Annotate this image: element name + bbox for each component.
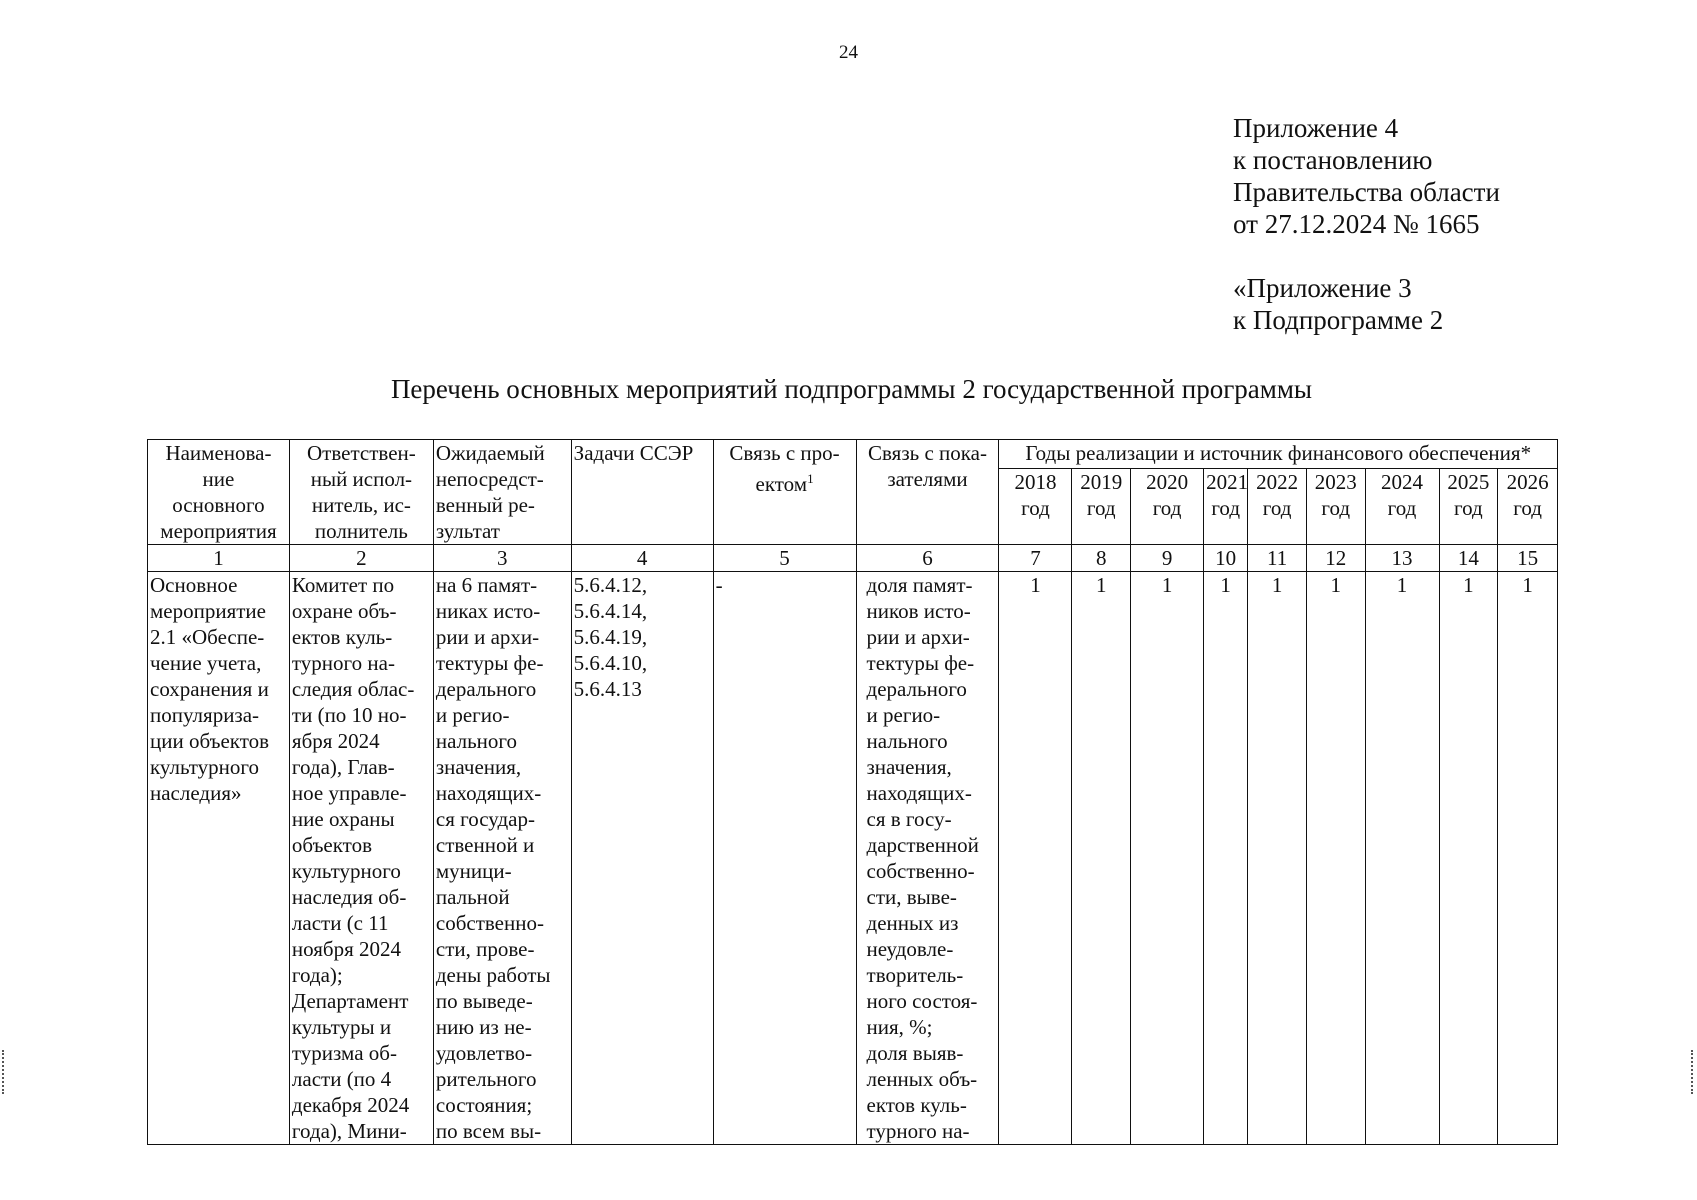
header-name: Наименова- ние основного мероприятия xyxy=(148,440,290,545)
cell-year-value: 1 xyxy=(1248,572,1307,1145)
column-number: 11 xyxy=(1248,545,1307,572)
header-year: 2024 год xyxy=(1365,469,1439,545)
column-number: 4 xyxy=(571,545,713,572)
cell-year-value: 1 xyxy=(1498,572,1558,1145)
appendix-line: Правительства области xyxy=(1233,177,1500,207)
column-number: 8 xyxy=(1072,545,1131,572)
column-number: 9 xyxy=(1131,545,1204,572)
cell-year-value: 1 xyxy=(1365,572,1439,1145)
column-number: 7 xyxy=(999,545,1072,572)
cell-year-value: 1 xyxy=(1306,572,1365,1145)
header-project-text: Связь с про- ектом xyxy=(729,441,840,496)
activities-table xyxy=(147,439,1558,1145)
cell-year-value: 1 xyxy=(1439,572,1498,1145)
appendix-line: от 27.12.2024 № 1665 xyxy=(1233,209,1480,239)
cell-year-value: 1 xyxy=(999,572,1072,1145)
header-year: 2018 год xyxy=(999,469,1072,545)
cell-tasks: 5.6.4.12, 5.6.4.14, 5.6.4.19, 5.6.4.10, 5.6.4.13 xyxy=(571,572,713,1145)
column-number: 10 xyxy=(1204,545,1248,572)
header-year: 2021 год xyxy=(1204,469,1248,545)
appendix-line: Приложение 4 xyxy=(1233,113,1399,143)
header-result: Ожидаемый непосредст- венный ре- зультат xyxy=(433,440,571,545)
header-years-group: Годы реализации и источник финансового обеспечения* xyxy=(999,440,1558,469)
header-project-footnote: 1 xyxy=(807,471,814,486)
header-executor: Ответствен- ный испол- нитель, ис- полнитель xyxy=(289,440,433,545)
cell-year-value: 1 xyxy=(1072,572,1131,1145)
header-year: 2026 год xyxy=(1498,469,1558,545)
column-number: 12 xyxy=(1306,545,1365,572)
column-number: 5 xyxy=(713,545,856,572)
table-row xyxy=(148,572,1558,1145)
appendix-line: к постановлению xyxy=(1233,145,1433,175)
document-title: Перечень основных мероприятий подпрограммы 2 государственной программы xyxy=(390,374,1313,404)
appendix-block xyxy=(1233,112,1500,336)
cell-result: на 6 памят- никах исто- рии и архи- тектуры фе- дерального и регио- нального значения, находящих- ся государ- ственной и муници- пальной собственно- сти, прове- дены работы по выведе- нию из не- удовлетво- рительного состояния; по всем вы- xyxy=(433,572,571,1145)
column-number: 1 xyxy=(148,545,290,572)
column-number: 2 xyxy=(289,545,433,572)
column-number: 14 xyxy=(1439,545,1498,572)
cell-executor: Комитет по охране объ- ектов куль- турного на- следия облас- ти (по 10 но- ября 2024 года), Глав- ное управле- ние охраны объектов культурного наследия об- ласти (с 11 ноября 2024 года); Департамент культуры и туризма об- ласти (по 4 декабря 2024 года), Мини- xyxy=(289,572,433,1145)
cell-name: Основное мероприятие 2.1 «Обеспе- чение учета, сохранения и популяриза- ции объектов культурного наследия» xyxy=(148,572,290,1145)
header-year: 2025 год xyxy=(1439,469,1498,545)
cell-year-value: 1 xyxy=(1204,572,1248,1145)
column-number: 6 xyxy=(856,545,999,572)
cell-project: - xyxy=(713,572,856,1145)
page-number: 24 xyxy=(839,42,858,63)
cell-indicators: доля памят- ников исто- рии и архи- тектуры фе- дерального и регио- нального значения, находящих- ся в госу- дарственной собственно- сти, выве- денных из неудовле- творитель- ного состоя- ния, %; доля выяв- ленных объ- ектов куль- турного на- xyxy=(856,572,999,1145)
scan-edge-mark xyxy=(2,1050,6,1094)
column-number: 3 xyxy=(433,545,571,572)
header-tasks: Задачи ССЭР xyxy=(571,440,713,545)
header-project xyxy=(713,440,856,545)
header-year: 2019 год xyxy=(1072,469,1131,545)
appendix-quote-line: к Подпрограмме 2 xyxy=(1233,305,1444,335)
header-year: 2020 год xyxy=(1131,469,1204,545)
header-indicators: Связь с пока- зателями xyxy=(856,440,999,545)
header-year: 2023 год xyxy=(1306,469,1365,545)
column-number: 15 xyxy=(1498,545,1558,572)
column-number: 13 xyxy=(1365,545,1439,572)
cell-year-value: 1 xyxy=(1131,572,1204,1145)
appendix-quote-line: «Приложение 3 xyxy=(1233,273,1412,303)
header-year: 2022 год xyxy=(1248,469,1307,545)
scan-edge-mark xyxy=(1691,1050,1695,1094)
